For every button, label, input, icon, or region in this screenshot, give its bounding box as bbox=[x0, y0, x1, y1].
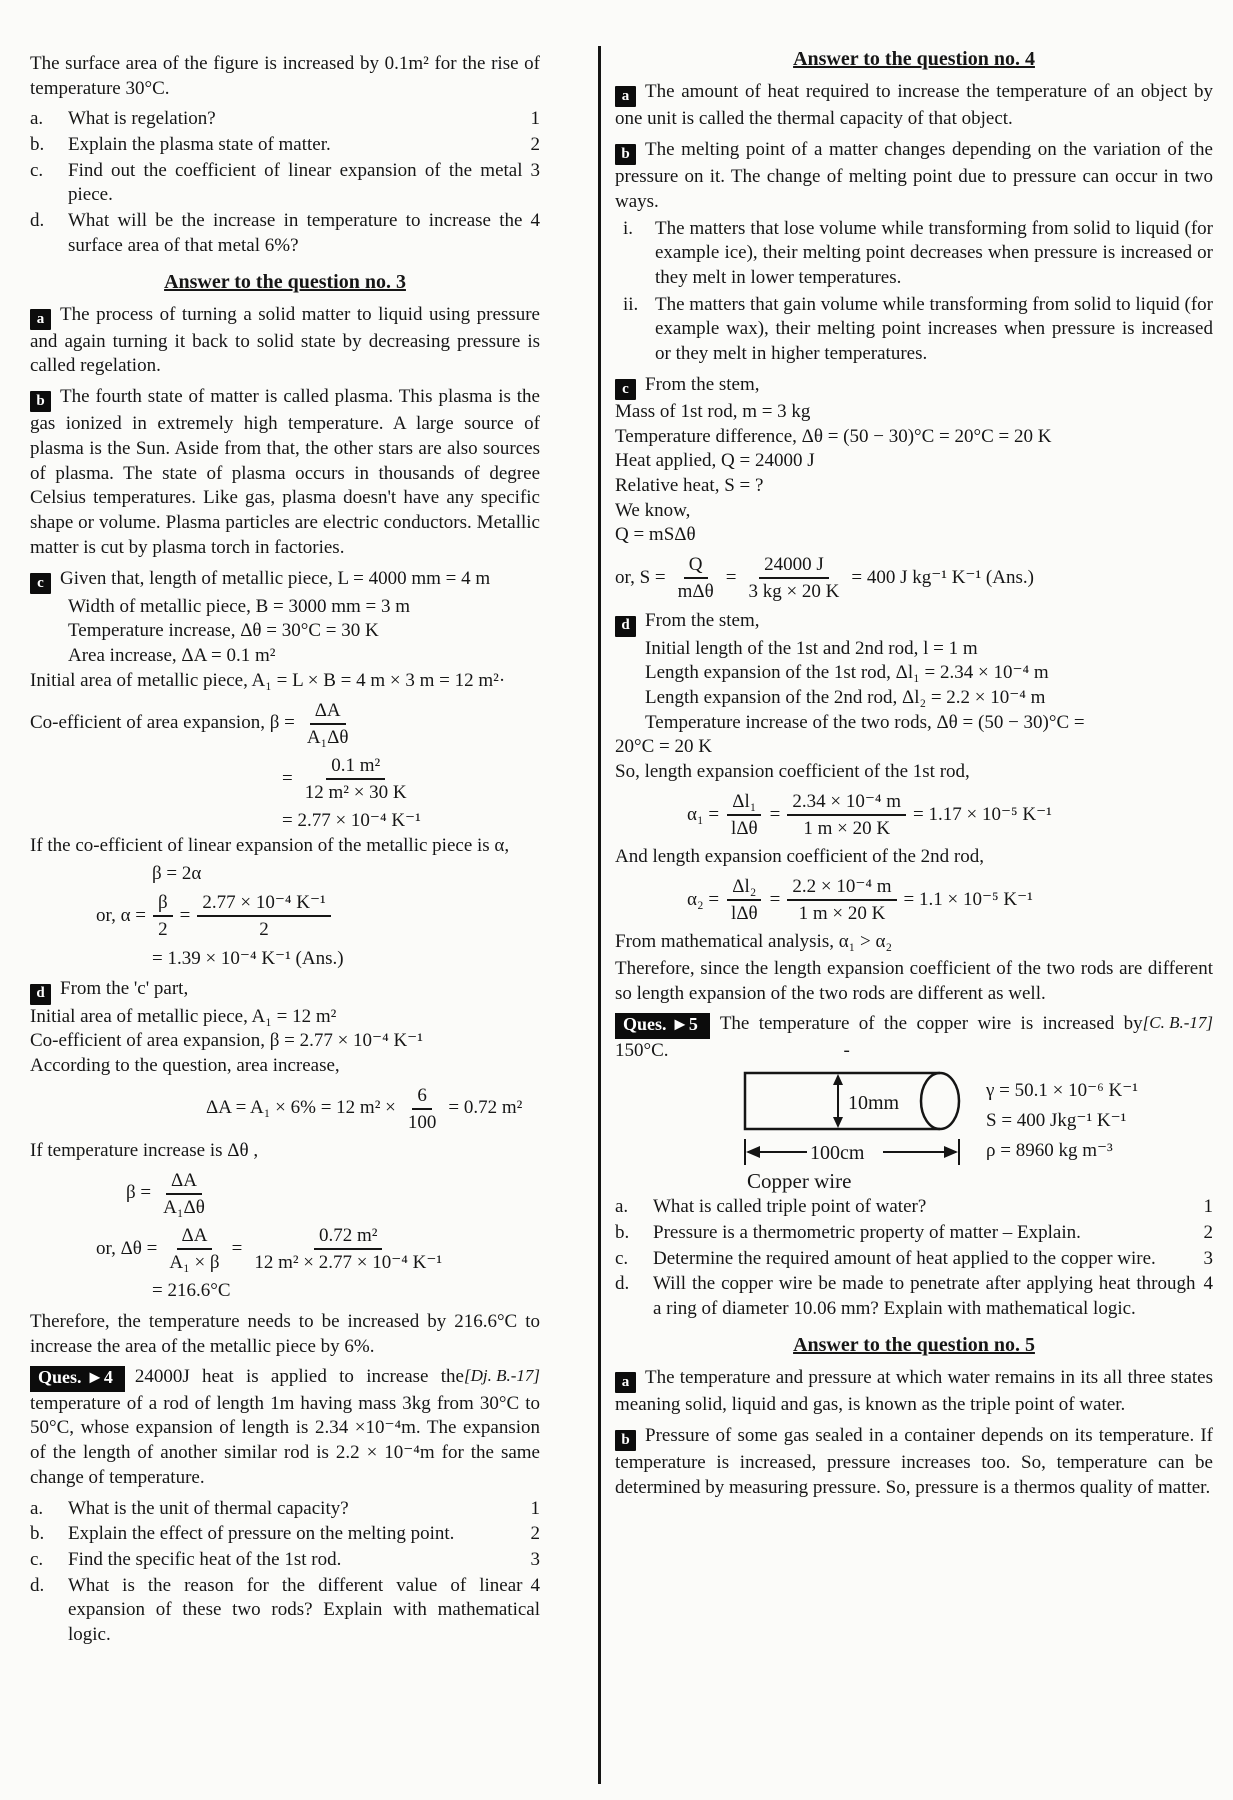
list-item bbox=[615, 1195, 1213, 1220]
eq-text: β = bbox=[126, 1182, 152, 1204]
equation-result: = 1.39 × 10⁻⁴ K⁻¹ (Ans.) bbox=[152, 947, 344, 969]
eq-text: or, Δθ = bbox=[96, 1237, 158, 1259]
statement-line: From mathematical analysis, α₁ > α₂ bbox=[615, 931, 893, 953]
question-3-list bbox=[30, 107, 540, 258]
item-text: 4 What is the reason for the different value of linear expansion of these two rods? Explain with mathematical logic. bbox=[68, 1574, 540, 1645]
roman-list-item bbox=[623, 293, 1213, 367]
answer-3b bbox=[30, 385, 540, 560]
fraction: $\frac{\Delta A}{\text{A₁ × β}}$ bbox=[169, 1224, 220, 1274]
marks: 2 bbox=[530, 134, 540, 156]
eq-text: or, S = bbox=[615, 566, 666, 588]
fraction: $\frac{\beta}{2}$ bbox=[153, 891, 173, 941]
marks: 3 bbox=[530, 1548, 540, 1570]
equation-result: = 2.77 × 10⁻⁴ K⁻¹ bbox=[282, 810, 421, 832]
citation: [Dj. B.-17] bbox=[463, 1366, 540, 1386]
statement-line: Length expansion of the 1st rod, Δl₁ = 2.34 × 10⁻⁴ m bbox=[645, 662, 1049, 684]
list-item bbox=[30, 1548, 540, 1573]
answer-text: Pressure of some gas sealed in a container depends on its temperature. If temperature is increased, pressure increases too. So, temperature can be determined by measuring pressure. So, pressure is a thermos quality of matter. bbox=[615, 1424, 1213, 1498]
answer-text: The melting point of a matter changes depending on the variation of the pressure on it. The change of melting point due to pressure can occur in two ways. bbox=[615, 138, 1213, 212]
list-item bbox=[30, 1497, 540, 1522]
item-text: 3 Determine the required amount of heat applied to the copper wire. bbox=[653, 1247, 1213, 1272]
part-a-badge: a bbox=[30, 309, 51, 330]
list-item bbox=[30, 209, 540, 258]
answer-text: From the stem, bbox=[645, 373, 760, 395]
equation-alpha2 bbox=[687, 875, 1213, 925]
eq-text: α₂ = bbox=[687, 888, 720, 910]
marks: 2 bbox=[530, 1523, 540, 1545]
length-label: 100cm bbox=[810, 1142, 865, 1165]
answer-text: From the 'c' part, bbox=[60, 978, 189, 1000]
equation-result: = 216.6°C bbox=[152, 1280, 231, 1302]
intro-paragraph: The surface area of the figure is increased by 0.1m² for the rise of temperature 30°C. bbox=[30, 53, 540, 99]
equation-dA bbox=[206, 1084, 540, 1134]
equation-dtheta bbox=[96, 1224, 540, 1274]
conclusion-paragraph: Therefore, the temperature needs to be increased by 216.6°C to increase the area of the metallic piece by 6%. bbox=[30, 1311, 540, 1357]
equation-beta bbox=[30, 699, 540, 749]
statement-line: Co-efficient of area expansion, β = 2.77 × 10⁻⁴ K⁻¹ bbox=[30, 1030, 423, 1052]
question-text: The temperature of the copper wire is increased by 150°C. bbox=[615, 1013, 1143, 1061]
marks: 1 bbox=[530, 108, 540, 130]
column-divider bbox=[598, 46, 601, 1784]
given-line: Width of metallic piece, B = 3000 mm = 3 m bbox=[68, 595, 411, 617]
eq-text: = 400 J kg⁻¹ K⁻¹ (Ans.) bbox=[851, 566, 1034, 588]
list-item bbox=[615, 1221, 1213, 1246]
part-c-badge: c bbox=[30, 573, 51, 594]
statement-line: Temperature difference, Δθ = (50 − 30)°C = 20°C = 20 K bbox=[615, 425, 1052, 447]
citation: [C. B.-17] bbox=[1142, 1013, 1213, 1033]
property-specific-heat: S = 400 Jkg⁻¹ K⁻¹ bbox=[986, 1109, 1127, 1131]
marks: 4 bbox=[530, 1574, 540, 1596]
fraction: $\frac{\text{2.2 × 10⁻⁴ m}}{1 m \times 20 K}$ bbox=[787, 875, 896, 925]
fraction: $\frac{\text{2.34 × 10⁻⁴ m}}{1 m \times 20 K}$ bbox=[787, 790, 906, 840]
question-5 bbox=[615, 1012, 1213, 1063]
item-label: d. bbox=[30, 210, 45, 232]
list-item bbox=[30, 133, 540, 158]
statement-line: Relative heat, S = ? bbox=[615, 475, 764, 496]
statement-line: 20°C = 20 K bbox=[615, 736, 712, 758]
statement-line: Initial area of metallic piece, A₁ = 12 m² bbox=[30, 1005, 337, 1027]
statement-line: Heat applied, Q = 24000 J bbox=[615, 450, 815, 472]
item-label: b. bbox=[30, 134, 45, 156]
item-text: The matters that lose volume while transforming from solid to liquid (for example ice), their melting point decreases when pressure is increased or they melt in lower temperatures. bbox=[655, 217, 1213, 288]
statement-line: Length expansion of the 2nd rod, Δl₂ = 2.2 × 10⁻⁴ m bbox=[645, 687, 1046, 709]
item-text: The matters that gain volume while transforming from solid to liquid (for example wax), their melting point increases when pressure is increased or they melt in higher temperatures. bbox=[655, 293, 1213, 364]
answer-5-heading: Answer to the question no. 5 bbox=[793, 1333, 1035, 1356]
item-label: c. bbox=[615, 1247, 629, 1269]
part-b-badge: b bbox=[615, 1430, 636, 1451]
part-a-badge: a bbox=[615, 1372, 636, 1393]
part-a-badge: a bbox=[615, 86, 636, 107]
stray-dash: - bbox=[843, 1039, 850, 1061]
item-label: ii. bbox=[623, 293, 639, 315]
wire-figure bbox=[735, 1069, 970, 1193]
fraction: $\frac{\text{0.1 m²}}{\text{12 m² × 30 K}}$ bbox=[304, 754, 407, 804]
statement-line: Q = mSΔθ bbox=[615, 524, 696, 546]
statement-line: Temperature increase of the two rods, Δθ = (50 − 30)°C = bbox=[645, 711, 1085, 733]
item-text: 2 Explain the effect of pressure on the melting point. bbox=[68, 1522, 540, 1547]
part-b-badge: b bbox=[615, 144, 636, 165]
fraction: $\frac{6}{100}$ bbox=[407, 1084, 437, 1133]
eq-text: = bbox=[282, 767, 293, 789]
marks: 2 bbox=[1203, 1221, 1213, 1243]
arrowhead-left bbox=[746, 1146, 760, 1158]
equation-beta-d bbox=[126, 1169, 540, 1219]
marks: 3 bbox=[1203, 1247, 1213, 1269]
list-item bbox=[30, 1574, 540, 1648]
equation-beta-2 bbox=[282, 754, 540, 804]
fraction: $\frac{\text{0.72 m²}}{\text{12 m² × 2.77 × 10⁻⁴ K⁻¹}}$ bbox=[254, 1224, 443, 1274]
part-d-badge: d bbox=[615, 616, 636, 637]
item-text: 1 What is the unit of thermal capacity? bbox=[68, 1497, 540, 1522]
answer-text: The temperature and pressure at which water remains in its all three states meaning solid, liquid and gas, is known as the triple point of water. bbox=[615, 1366, 1213, 1415]
item-label: a. bbox=[615, 1196, 629, 1218]
item-text: 1 What is called triple point of water? bbox=[653, 1195, 1213, 1220]
eq-text: = bbox=[231, 1237, 243, 1259]
statement-line: If temperature increase is Δθ , bbox=[30, 1139, 259, 1161]
question-4 bbox=[30, 1365, 540, 1490]
eq-text: or, α = bbox=[96, 905, 146, 927]
list-item bbox=[615, 1272, 1213, 1321]
conclusion-paragraph: Therefore, since the length expansion coefficient of the two rods are different so length expansion of the two rods are different as well. bbox=[615, 957, 1213, 1004]
answer-text: From the stem, bbox=[645, 610, 760, 632]
item-label: i. bbox=[623, 217, 634, 239]
question-4-list bbox=[30, 1497, 540, 1648]
answer-text: The process of turning a solid matter to liquid using pressure and again turning it back to solid state by decreasing pressure is called regelation. bbox=[30, 303, 540, 377]
equation-S bbox=[615, 553, 1213, 603]
eq-text: Co-efficient of area expansion, β = bbox=[30, 712, 295, 734]
eq-text: = bbox=[179, 905, 191, 927]
left-column bbox=[30, 46, 540, 1784]
eq-text: = 0.72 m² bbox=[448, 1097, 523, 1119]
answer-3-heading: Answer to the question no. 3 bbox=[164, 270, 406, 293]
item-text: 3 Find out the coefficient of linear expansion of the metal piece. bbox=[68, 159, 540, 206]
eq-text: = bbox=[725, 566, 737, 588]
list-item bbox=[615, 1247, 1213, 1272]
statement-line: If the co-efficient of linear expansion of the metallic piece is α, bbox=[30, 834, 510, 856]
fraction: $\frac{Q}{\text{mΔθ}}$ bbox=[677, 554, 714, 603]
answer-4a bbox=[615, 80, 1213, 132]
item-text: 4 What will be the increase in temperature to increase the surface area of that metal 6%? bbox=[68, 210, 540, 256]
fraction: $\frac{\text{Δl₂}}{\text{lΔθ}}$ bbox=[726, 875, 763, 925]
question-4-badge: Ques. ►4 bbox=[30, 1366, 125, 1391]
arrowhead-right bbox=[944, 1146, 958, 1158]
answer-4d-intro bbox=[615, 609, 1213, 636]
given-line: Temperature increase, Δθ = 30°C = 30 K bbox=[68, 620, 379, 642]
fraction: $\frac{\text{2.77 × 10⁻⁴ K⁻¹}}{2}$ bbox=[197, 891, 330, 941]
answer-3d-intro bbox=[30, 977, 540, 1004]
answer-5b bbox=[615, 1424, 1213, 1501]
item-text: 3 Find the specific heat of the 1st rod. bbox=[68, 1548, 540, 1573]
marks: 4 bbox=[1203, 1273, 1213, 1295]
statement-line: According to the question, area increase, bbox=[30, 1054, 340, 1076]
statement-line: We know, bbox=[615, 499, 691, 521]
question-5-badge: Ques. ►5 bbox=[615, 1013, 710, 1038]
question-5-list bbox=[615, 1195, 1213, 1321]
item-label: c. bbox=[30, 159, 44, 181]
fraction: $\frac{\Delta A}{\text{A₁Δθ}}$ bbox=[306, 699, 349, 748]
statement-line: And length expansion coefficient of the 2nd rod, bbox=[615, 846, 984, 868]
part-c-badge: c bbox=[615, 379, 636, 400]
arrowhead-up bbox=[833, 1074, 843, 1085]
fraction: $\frac{\Delta A}{\text{A₁Δθ}}$ bbox=[163, 1169, 205, 1218]
item-text: 2 Explain the plasma state of matter. bbox=[68, 133, 540, 158]
answer-4-heading: Answer to the question no. 4 bbox=[793, 48, 1035, 70]
eq-text: ΔA = A₁ × 6% = 12 m² × bbox=[206, 1097, 396, 1119]
arrowhead-down bbox=[833, 1117, 843, 1128]
property-gamma: γ = 50.1 × 10⁻⁶ K⁻¹ bbox=[986, 1080, 1138, 1102]
cylinder-end-cap bbox=[921, 1073, 959, 1129]
fraction: $\frac{\text{Δl₁}}{\text{lΔθ}}$ bbox=[726, 790, 763, 840]
right-column bbox=[615, 46, 1213, 1784]
item-label: a. bbox=[30, 108, 44, 130]
equation-alpha bbox=[96, 891, 540, 941]
list-item bbox=[30, 159, 540, 208]
eq-text: = bbox=[769, 803, 781, 825]
wire-caption: Copper wire bbox=[747, 1169, 852, 1194]
list-item bbox=[30, 1522, 540, 1547]
answer-4b bbox=[615, 138, 1213, 215]
equation-b2a: β = 2α bbox=[152, 862, 202, 884]
answer-text: The amount of heat required to increase the temperature of an object by one unit is called the thermal capacity of that object. bbox=[615, 81, 1213, 130]
item-text: 1 What is regelation? bbox=[68, 107, 540, 132]
eq-text: = bbox=[769, 888, 781, 910]
item-text: 2 Pressure is a thermometric property of matter – Explain. bbox=[653, 1221, 1213, 1246]
item-text: 4 Will the copper wire be made to penetrate after applying heat through a ring of diameter 10.06 mm? Explain with mathematical logic. bbox=[653, 1273, 1213, 1320]
wire-properties bbox=[986, 1069, 1138, 1193]
item-label: b. bbox=[30, 1523, 45, 1545]
statement-line: Initial length of the 1st and 2nd rod, l = 1 m bbox=[645, 637, 978, 659]
item-label: b. bbox=[615, 1221, 630, 1243]
part-d-badge: d bbox=[30, 984, 51, 1005]
eq-text: = 1.1 × 10⁻⁵ K⁻¹ bbox=[903, 888, 1033, 910]
answer-text: The fourth state of matter is called plasma. This plasma is the gas ionized in extremely high temperature. A large source of plasma is the Sun. Aside from that, the other stars are also sources of plasma. The state of plasma occurs in thousands of degree Celsius temperatures. Like gas, plasma doesn't have any specific shape or volume. Plasma particles are electric conductors. Metallic matter is cut by plasma torch in factories. bbox=[30, 386, 540, 558]
list-item bbox=[30, 107, 540, 132]
part-b-badge: b bbox=[30, 391, 51, 412]
given-line: Given that, length of metallic piece, L = 4000 mm = 4 m bbox=[60, 567, 491, 589]
answer-5a bbox=[615, 1366, 1213, 1418]
marks: 1 bbox=[530, 1497, 540, 1519]
statement-line: Initial area of metallic piece, A₁ = L × B = 4 m × 3 m = 12 m²· bbox=[30, 669, 506, 691]
marks: 3 bbox=[530, 159, 540, 181]
eq-text: = 1.17 × 10⁻⁵ K⁻¹ bbox=[913, 803, 1052, 825]
answer-3a bbox=[30, 303, 540, 380]
equation-alpha1 bbox=[687, 790, 1213, 840]
statement-line: So, length expansion coefficient of the 1st rod, bbox=[615, 761, 970, 783]
statement-line: Mass of 1st rod, m = 3 kg bbox=[615, 400, 811, 422]
item-label: d. bbox=[615, 1273, 630, 1295]
item-label: c. bbox=[30, 1548, 44, 1570]
diameter-label: 10mm bbox=[848, 1092, 900, 1115]
item-label: d. bbox=[30, 1574, 45, 1596]
cylinder-body bbox=[745, 1073, 940, 1129]
given-line: Area increase, ΔA = 0.1 m² bbox=[68, 645, 276, 667]
question-text: 24000J heat is applied to increase the temperature of a rod of length 1m having mass 3kg from 30°C to 50°C, whose expansion of length is 2.34 ×10⁻⁴m. The expansion of the length of another similar rod is 2.2 × 10⁻⁴m for the same change of temperature. bbox=[30, 1366, 540, 1488]
roman-list-item bbox=[623, 217, 1213, 291]
item-label: a. bbox=[30, 1497, 44, 1519]
fraction: $\frac{24000 J}{3 kg \times 20 K}$ bbox=[748, 554, 840, 603]
marks: 4 bbox=[530, 210, 540, 232]
copper-wire-diagram bbox=[735, 1069, 1213, 1193]
answer-3c-given bbox=[30, 567, 540, 594]
marks: 1 bbox=[1203, 1196, 1213, 1218]
property-density: ρ = 8960 kg m⁻³ bbox=[986, 1139, 1113, 1161]
answer-4c-intro bbox=[615, 373, 1213, 400]
eq-text: α₁ = bbox=[687, 803, 720, 825]
